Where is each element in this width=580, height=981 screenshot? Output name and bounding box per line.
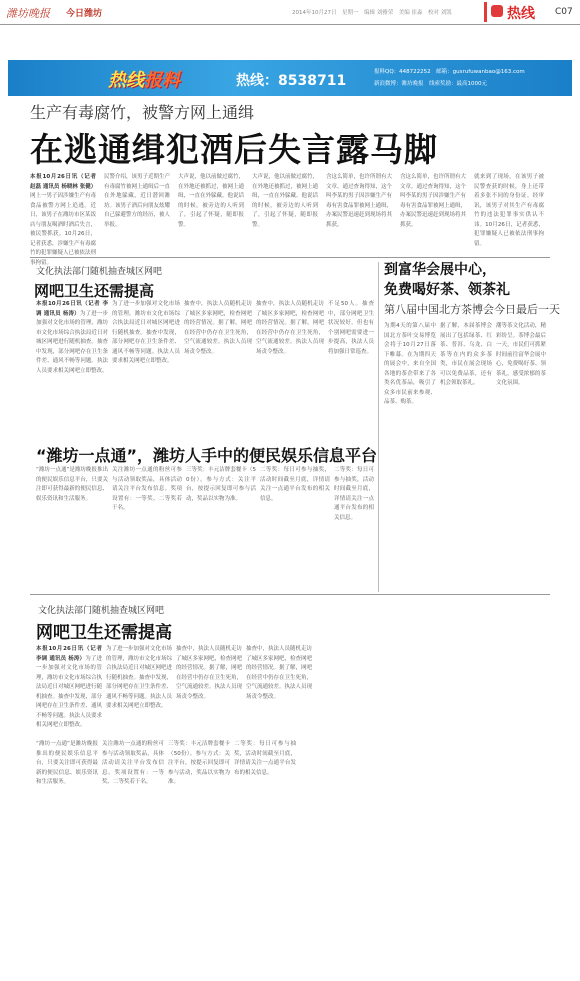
story2-col2-text: 为了进一步加强对文化市场的管理，潍坊市文化市场综合执法局近日对城区网吧进行随机抽查。抽查中发现，部分网吧存在卫生条件差、通风不畅等问题。执法人员要求相关网吧立即整改。 xyxy=(112,301,180,364)
paper-logo: 潍坊晚报 xyxy=(6,7,50,20)
story3-column-2 xyxy=(112,466,182,576)
hotline-icon xyxy=(491,5,503,17)
brand-accent: 报料 xyxy=(144,70,180,91)
story4-headline-line2: 免费喝好茶、领茶礼 xyxy=(384,282,510,298)
divider xyxy=(30,257,550,258)
story3-col1-text: “潍坊一点通”是潍坊晚报推出的便民娱乐信息平台，只要关注即可获得最新的便民信息、娱乐资讯和生活服务。 xyxy=(36,467,108,502)
banner-phone: 热线：8538711 xyxy=(236,73,347,89)
page-number: C07 xyxy=(555,7,573,17)
story2-repeat-col4-text: 抽查中，执法人员随机走访了城区多家网吧，检查网吧的经营情况。据了解，网吧在经营中仍存在卫生死角，空气流通较差。执法人员现场责令整改。 xyxy=(246,646,313,700)
story3-headline: “潍坊一点通”，潍坊人手中的便民娱乐信息平台 xyxy=(36,446,378,465)
hotline-section-badge xyxy=(484,2,553,22)
story1-column-6 xyxy=(400,173,466,253)
story1-column-5 xyxy=(326,173,392,253)
banner-info-line2: 新浪微博：潍坊晚报 线索奖励：最高1000元 xyxy=(374,81,487,87)
story1-headline: 在逃通缉犯酒后失言露马脚 xyxy=(30,130,438,169)
story3-column-1 xyxy=(36,466,108,576)
story3-repeat-col-1 xyxy=(36,740,98,840)
banner-contact-info xyxy=(374,66,525,90)
story1-column-7 xyxy=(474,173,544,253)
story3-col2-text: 关注潍坊一点通的粉丝可参与活动领取奖品，具体活动请关注平台发布信息。奖项设置有：一等奖、二等奖若干名。 xyxy=(112,467,182,511)
story1-col7-text: 就来到了现场，在该男子被民警查获的时候，身上还带着多张不同的身份证。经审讯，该男子对其生产有毒腐竹的违法犯罪事实供认不讳。10月26日，记者获悉，犯罪嫌疑人已被依法刑事拘留。 xyxy=(474,174,544,247)
story1-col2-text: 民警介绍，该男子近期生产有毒腐竹被网上通缉后一直在外地躲藏，近日潜回潍坊。该男子酒后向朋友炫耀自己躲避警方的经历，被人举报。 xyxy=(104,174,171,228)
story2-column-5 xyxy=(328,300,374,432)
story2-byline: 本报10月26日讯（记者 李调 通讯员 杨涛） xyxy=(36,301,108,317)
column-divider xyxy=(378,262,379,592)
story1-col1-text: 网上一男子因涉嫌生产有毒食品被警方网上追逃。近日，该男子在潍坊市区某饭店与朋友喝酒时酒后失言，被民警抓获。10月26日，记者获悉，涉嫌生产有毒腐竹的犯罪嫌疑人已被依法刑事拘留。 xyxy=(30,193,97,266)
story4-headline-line1: 到富华会展中心， xyxy=(384,262,496,278)
story2-column-4 xyxy=(256,300,324,432)
banner-info-line1: 报料QQ：448722252 邮箱：gusrufuwanbao@163.com xyxy=(374,69,525,75)
story1-byline: 本报10月26日讯（记者 赵磊 通讯员 杨晓林 张健） xyxy=(30,174,97,190)
story2-col1-text: 为了进一步加强对文化市场的管理，潍坊市文化市场综合执法局近日对城区网吧进行随机抽查。抽查中发现，部分网吧存在卫生条件差、通风不畅等问题。执法人员要求相关网吧立即整改。 xyxy=(36,310,108,374)
story1-column-4 xyxy=(252,173,318,253)
story3-column-5 xyxy=(334,466,374,576)
story2-repeat-col-1 xyxy=(36,645,103,728)
story2-repeat-col-2 xyxy=(106,645,172,725)
story2-repeat-col-4 xyxy=(246,645,312,725)
banner-brand xyxy=(108,66,180,92)
story4-col2-text: 据了解，本届茶博会展出了包括绿茶、红茶、普洱、乌龙、白茶等在内的众多茶类，市民在展会现场可以免费品茶，还有机会领取茶礼。 xyxy=(440,323,492,386)
story3-column-4 xyxy=(260,466,330,576)
section-name: 今日潍坊 xyxy=(66,9,103,19)
story3-repeat-col-4 xyxy=(234,740,296,840)
story2-col5-text: 不足50人。抽查中，部分网吧卫生状况较好，但也有个别网吧需要进一步提高，执法人员将加强日常巡查。 xyxy=(328,301,374,355)
story4-column-1 xyxy=(384,322,436,584)
story4-subhead: 第八届中国北方茶博会今日最后一天 xyxy=(384,303,560,316)
story1-column-1 xyxy=(30,173,97,266)
story3-repeat-col1-text: “潍坊一点通”是潍坊晚报推出的便民娱乐信息平台，只要关注即可获得最新的便民信息、娱乐资讯和生活服务。 xyxy=(36,741,98,785)
story2-headline: 网吧卫生还需提高 xyxy=(34,282,155,300)
story1-col4-text: 大声说，他以前做过腐竹，在外地还被抓过，被网上通缉，一直在外躲藏。他说话的时候，被旁边的人听到了，引起了怀疑，随即报警。 xyxy=(252,174,319,228)
story3-repeat-col3-text: 三等奖：丰元洁牌套餐卡（50份）。参与方式：关注平台，按提示回复即可参与活动，奖品以实物为准。 xyxy=(168,741,230,785)
story2-col4-text: 抽查中，执法人员随机走访了城区多家网吧，检查网吧的经营情况。据了解，网吧在经营中仍存在卫生死角，空气流通较差。执法人员现场责令整改。 xyxy=(256,301,324,355)
story4-col1-text: 为期4天的第八届中国北方茶叶交易博览会将于10月27日落下帷幕。在为期四天的展会中，来自全国各地的茶企带来了各类名优茶品，吸引了众多市民前来参观、品茶、购茶。 xyxy=(384,323,436,405)
story2-repeat-col1-text: 为了进一步加强对文化市场的管理，潍坊市文化市场综合执法局近日对城区网吧进行随机抽查。抽查中发现，部分网吧存在卫生条件差、通风不畅等问题。执法人员要求相关网吧立即整改。 xyxy=(36,655,103,728)
story1-col3-text: 大声说，他以前做过腐竹，在外地还被抓过，被网上通缉，一直在外躲藏。他说话的时候，被旁边的人听到了，引起了怀疑，随即报警。 xyxy=(178,174,245,228)
story3-col5-text: 二等奖：每日可参与抽奖，活动时间截至月底，详情请关注一点通平台发布的相关信息。 xyxy=(334,467,374,521)
story2-repeat-col2-text: 为了进一步加强对文化市场的管理，潍坊市文化市场综合执法局近日对城区网吧进行随机抽查。抽查中发现，部分网吧存在卫生条件差、通风不畅等问题。执法人员要求相关网吧立即整改。 xyxy=(106,646,173,709)
story2-repeat-col-3 xyxy=(176,645,242,725)
story3-repeat-col4-text: 二等奖：每日可参与抽奖，活动时间截至月底，详情请关注一点通平台发布的相关信息。 xyxy=(234,741,296,776)
story3-col3-text: 三等奖：丰元洁牌套餐卡（50份）。参与方式：关注平台，按提示回复即可参与活动，奖品以实物为准。 xyxy=(186,467,256,502)
story4-column-3 xyxy=(496,322,546,584)
story2-repeat-headline: 网吧卫生还需提高 xyxy=(36,623,172,643)
hotline-banner xyxy=(8,60,572,96)
story2-column-3 xyxy=(184,300,252,432)
story2-kicker: 文化执法部门随机抽查城区网吧 xyxy=(36,267,163,277)
page-header xyxy=(0,0,580,25)
story1-column-2 xyxy=(104,173,170,253)
story3-repeat-col-3 xyxy=(168,740,230,840)
hotline-section-label: 热线 xyxy=(507,6,535,22)
story4-headline xyxy=(384,260,510,300)
story1-col6-text: 含这么简单，也许所谓有大文章。通过查询得知，这个叫李某的男子因涉嫌生产有毒有害食品罪被网上通缉，办案民警迅速赶到现场将其抓获。 xyxy=(400,174,467,228)
story2-repeat-kicker: 文化执法部门随机抽查城区网吧 xyxy=(38,606,165,616)
story1-col5-text: 含这么简单，也许所谓有大文章。通过查询得知，这个叫李某的男子因涉嫌生产有毒有害食品罪被网上通缉，办案民警迅速赶到现场将其抓获。 xyxy=(326,174,393,228)
story2-column-2 xyxy=(112,300,180,432)
story2-repeat-byline: 本报10月26日讯（记者 李调 通讯员 杨涛） xyxy=(36,646,102,662)
story1-kicker: 生产有毒腐竹，被警方网上通缉 xyxy=(30,103,255,122)
story3-repeat-col2-text: 关注潍坊一点通的粉丝可参与活动领取奖品，具体活动请关注平台发布信息。奖项设置有：一等奖、二等奖若干名。 xyxy=(102,741,164,785)
story2-repeat-col3-text: 抽查中，执法人员随机走访了城区多家网吧，检查网吧的经营情况。据了解，网吧在经营中仍存在卫生死角，空气流通较差。执法人员现场责令整改。 xyxy=(176,646,243,700)
date-editor-line: 2014年10月27日 星期一 编辑 刘雅荣 美编 崔淼 校对 刘凯 xyxy=(292,10,452,16)
story4-col3-text: 潮等茶文化活动，精彩纷呈。茶博会最后一天，市民们可抓紧时间前往富华会展中心，免费喝好茶、领茶礼，感受浓郁的茶文化氛围。 xyxy=(496,323,546,386)
story3-column-3 xyxy=(186,466,256,576)
divider xyxy=(30,594,550,595)
story2-col3-text: 抽查中，执法人员随机走访了城区多家网吧，检查网吧的经营情况。据了解，网吧在经营中仍存在卫生死角，空气流通较差。执法人员现场责令整改。 xyxy=(184,301,252,355)
story3-col4-text: 二等奖：每日可参与抽奖，活动时间截至月底，详情请关注一点通平台发布的相关信息。 xyxy=(260,467,330,502)
brand-main: 热线 xyxy=(108,70,144,91)
story2-column-1 xyxy=(36,300,108,432)
story4-column-2 xyxy=(440,322,492,584)
story1-column-3 xyxy=(178,173,244,253)
story3-repeat-col-2 xyxy=(102,740,164,840)
